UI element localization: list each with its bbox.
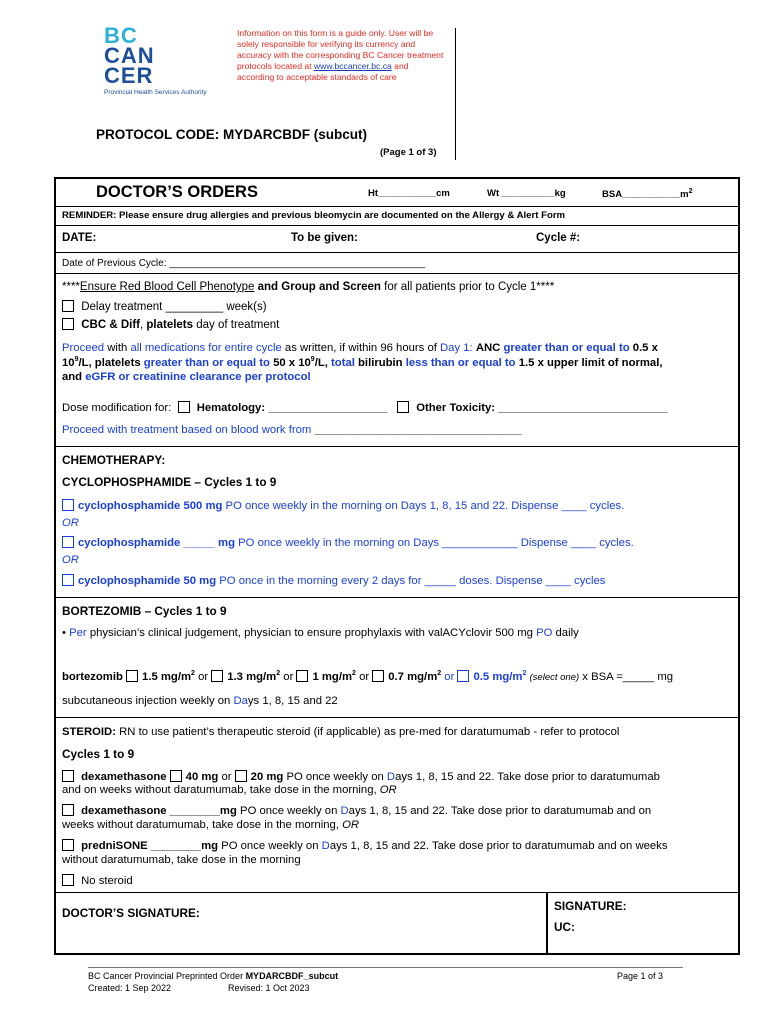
prednisone-option-cont: without daratumumab, take dose in the morning: [62, 854, 301, 866]
divider: [56, 206, 738, 207]
steroid-heading: STEROID: RN to use patient’s therapeutic steroid (if applicable) as pre-med for daratumumab - refer to protocol: [62, 726, 620, 738]
protocol-code: PROTOCOL CODE: MYDARCBDF (subcut): [96, 127, 367, 142]
cyclo-custom-checkbox[interactable]: [62, 536, 74, 548]
footer-rule: [88, 967, 683, 968]
dose-1-3-checkbox[interactable]: [211, 670, 223, 682]
dexamethasone-custom-checkbox[interactable]: [62, 804, 74, 816]
divider: [56, 273, 738, 274]
divider: [56, 446, 738, 447]
dexamethasone-option-2-cont: weeks without daratumumab, take dose in the morning, OR: [62, 819, 360, 831]
cyclophosphamide-heading: CYCLOPHOSPHAMIDE – Cycles 1 to 9: [62, 475, 277, 489]
chemotherapy-heading: CHEMOTHERAPY:: [62, 453, 166, 467]
proceed-criteria-line-3: and eGFR or creatinine clearance per protocol: [62, 371, 311, 383]
page-indicator: (Page 1 of 3): [380, 147, 437, 158]
cyclophosphamide-option-1: cyclophosphamide 500 mg PO once weekly in the morning on Days 1, 8, 15 and 22. Dispense ____ cycles.: [62, 499, 624, 512]
footer-page: Page 1 of 3: [617, 971, 664, 981]
form-title: DOCTOR’S ORDERS: [96, 183, 258, 201]
bc-cancer-logo: [104, 23, 234, 96]
rbc-phenotype-note: ****Ensure Red Blood Cell Phenotype and Group and Screen for all patients prior to Cycle 1****: [62, 281, 555, 293]
logo-line-1: BC: [104, 23, 138, 48]
signature-label[interactable]: SIGNATURE:: [554, 899, 627, 913]
bortezomib-route: subcutaneous injection weekly on Days 1, 8, 15 and 22: [62, 695, 338, 707]
prophylaxis-bullet: • Per physician’s clinical judgement, physician to ensure prophylaxis with valACYclovir 500 mg PO daily: [62, 627, 579, 639]
divider: [56, 225, 738, 226]
dose-0-5-checkbox[interactable]: [457, 670, 469, 682]
bortezomib-dose-row: bortezomib 1.5 $mg/m^2$ or 1.3 $mg/m^2$ or 1 $mg/m^2$ or 0.7 $mg/m^2$ or 0.5 $mg/m^2$ (select one) x BSA =_____ mg: [62, 670, 674, 683]
dex-20-checkbox[interactable]: [235, 770, 247, 782]
no-steroid-checkbox[interactable]: [62, 874, 74, 886]
delay-treatment-option: Delay treatment _________ week(s): [62, 300, 267, 313]
dex-40-checkbox[interactable]: [170, 770, 182, 782]
cbc-checkbox[interactable]: [62, 318, 74, 330]
reminder-text: REMINDER: Please ensure drug allergies and previous bleomycin are documented on the Allergy & Alert Form: [62, 210, 566, 221]
proceed-blood-work-row: Proceed with treatment based on blood work from _________________________________: [62, 424, 522, 436]
logo-line-2: CAN: [104, 43, 155, 68]
weight-field[interactable]: Wt __________kg: [487, 188, 566, 199]
prednisone-checkbox[interactable]: [62, 839, 74, 851]
dexamethasone-option-1: dexamethasone 40 mg or 20 mg PO once weekly on Days 1, 8, 15 and 22. Take dose prior to daratumumab: [62, 770, 660, 783]
footer-order: BC Cancer Provincial Preprinted Order MYDARCBDF_subcut: [88, 971, 339, 981]
prednisone-option: predniSONE ________mg PO once weekly on Days 1, 8, 15 and 22. Take dose prior to daratumumab and on weeks: [62, 839, 667, 852]
divider: [56, 892, 738, 893]
dexamethasone-option-2: dexamethasone ________mg PO once weekly on Days 1, 8, 15 and 22. Take dose prior to daratumumab and on: [62, 804, 651, 817]
bccancer-link[interactable]: www.bccancer.bc.ca: [313, 61, 392, 71]
divider: [56, 717, 738, 718]
footer-revised: Revised: 1 Oct 2023: [228, 983, 310, 993]
to-be-given-label[interactable]: To be given:: [291, 232, 358, 244]
cycle-number-label[interactable]: Cycle #:: [536, 232, 581, 244]
dose-1-5-checkbox[interactable]: [126, 670, 138, 682]
other-toxicity-checkbox[interactable]: [397, 401, 409, 413]
footer-created: Created: 1 Sep 2022: [88, 983, 172, 993]
cyclophosphamide-option-3: cyclophosphamide 50 mg PO once in the morning every 2 days for _____ doses. Dispense ____ cycles: [62, 574, 605, 587]
bsa-field[interactable]: $BSA\_\_\_\_\_\_\_\_\_\_\_m^2$: [602, 188, 693, 201]
cyclophosphamide-option-2: cyclophosphamide _____ mg PO once weekly in the morning on Days ____________ Dispense ____ cycles.: [62, 536, 634, 549]
disclaimer: Information on this form is a guide only. User will be solely responsible for verifying its currency and accuracy with the corresponding BC Cancer treatment protocols located at www.bccancer.bc.ca and according to acceptable standards of care: [237, 28, 444, 82]
dose-modification-row: Dose modification for: Hematology: ___________________ Other Toxicity: ___________________________: [62, 402, 668, 414]
dexamethasone-checkbox[interactable]: [62, 770, 74, 782]
no-steroid-option: No steroid: [62, 874, 133, 887]
header-divider: [455, 28, 456, 160]
cbc-option: CBC & Diff, platelets day of treatment: [62, 318, 279, 331]
dose-1-checkbox[interactable]: [296, 670, 308, 682]
or-label: OR: [62, 554, 79, 566]
or-label: OR: [62, 517, 79, 529]
logo-subtitle: Provincial Health Services Authority: [104, 89, 207, 96]
delay-treatment-checkbox[interactable]: [62, 300, 74, 312]
proceed-criteria-line-1: Proceed with all medications for entire cycle as written, if within 96 hours of Day 1: ANC greater than or equal to 0.5 x: [62, 342, 658, 354]
cyclo-50-checkbox[interactable]: [62, 574, 74, 586]
proceed-criteria-line-2: $10^9/L$, platelets greater than or equal to 50 x $10^9/L$, total bilirubin less than or equal to 1.5 x upper limit of normal,: [62, 356, 663, 369]
divider: [56, 597, 738, 598]
date-label[interactable]: DATE:: [62, 232, 97, 244]
doctor-signature-label[interactable]: DOCTOR’S SIGNATURE:: [62, 906, 200, 920]
bortezomib-heading: BORTEZOMIB – Cycles 1 to 9: [62, 604, 227, 618]
steroid-cycles: Cycles 1 to 9: [62, 747, 135, 761]
dose-0-7-checkbox[interactable]: [372, 670, 384, 682]
divider: [56, 252, 738, 253]
height-field[interactable]: Ht___________cm: [368, 188, 450, 199]
previous-cycle-field[interactable]: Date of Previous Cycle: ______________________________________________: [62, 258, 426, 269]
cyclo-500-checkbox[interactable]: [62, 499, 74, 511]
dexamethasone-option-1-cont: and on weeks without daratumumab, take dose in the morning, OR: [62, 784, 397, 796]
signature-divider: [546, 892, 548, 955]
hematology-checkbox[interactable]: [178, 401, 190, 413]
logo-line-3: CER: [104, 63, 154, 88]
uc-label[interactable]: UC:: [554, 920, 575, 934]
doctors-orders-form: [54, 177, 740, 955]
